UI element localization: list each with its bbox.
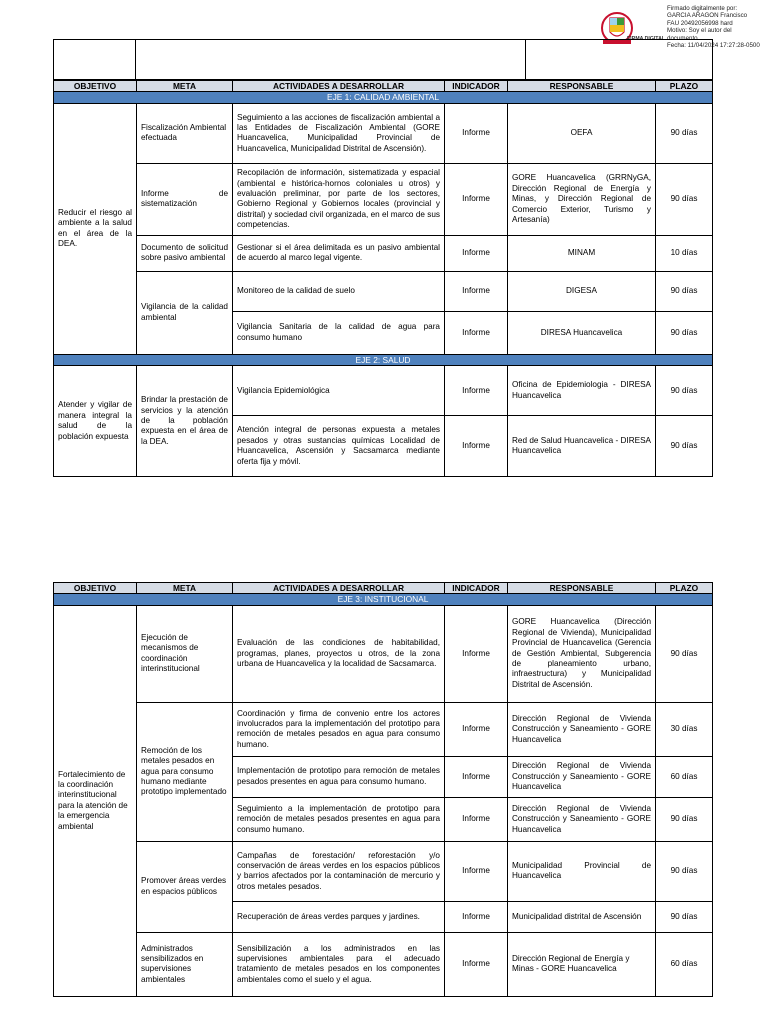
col-header-indicador: INDICADOR — [445, 583, 508, 594]
signature-line: GARCIA ARAGON Francisco — [667, 12, 748, 20]
indicador-cell: Informe — [445, 366, 508, 416]
actividad-cell: Atención integral de personas expuesta a metales pesados y otras sustancias químicas Localidad de Huancavelica, Ascensión y Sacsamarca mediante oferta fija y móvil. — [233, 416, 445, 477]
col-header-meta: META — [137, 81, 233, 92]
table-header-row — [54, 583, 713, 594]
table-row — [54, 235, 713, 271]
responsable-cell: Dirección Regional de Vivienda Construcción y Saneamiento - GORE Huancavelica — [508, 797, 656, 841]
meta-cell: Administrados sensibilizados en supervisiones ambientales — [137, 932, 233, 996]
meta-cell: Vigilancia de la calidad ambiental — [137, 271, 233, 354]
plazo-cell: 90 días — [656, 163, 713, 235]
table-row — [54, 271, 713, 311]
actividad-cell: Seguimiento a las acciones de fiscalización ambiental a las Entidades de Fiscalización Ambiental (GORE Huancavelica, Municipalidad Provincial de Huancavelica, Municipalidad Distrital de Ascensión). — [233, 103, 445, 163]
plazo-cell: 90 días — [656, 797, 713, 841]
header-code-cell — [526, 40, 713, 80]
plazo-cell: 90 días — [656, 416, 713, 477]
eje-2-title: EJE 2: SALUD — [54, 354, 713, 365]
indicador-cell: Informe — [445, 416, 508, 477]
responsable-cell: Municipalidad distrital de Ascensión — [508, 901, 656, 932]
meta-cell: Fiscalización Ambiental efectuada — [137, 103, 233, 163]
indicador-cell: Informe — [445, 235, 508, 271]
indicador-cell: Informe — [445, 103, 508, 163]
meta-cell: Documento de solicitud sobre pasivo ambiental — [137, 235, 233, 271]
col-header-indicador: INDICADOR — [445, 81, 508, 92]
responsable-cell: Dirección Regional de Vivienda Construcción y Saneamiento - GORE Huancavelica — [508, 756, 656, 797]
header-logo-cell — [54, 40, 136, 80]
col-header-responsable: RESPONSABLE — [508, 583, 656, 594]
responsable-cell: GORE Huancavelica (Dirección Regional de Vivienda), Municipalidad Provincial de Huancavelica (Gerencia de Gestión Ambiental, Subgerencia de planeamiento urbano, infraestructura) y Municipalidad Distrital de Ascensión. — [508, 605, 656, 702]
header-title-cell — [136, 40, 526, 80]
plazo-cell: 90 días — [656, 605, 713, 702]
col-header-plazo: PLAZO — [656, 81, 713, 92]
indicador-cell: Informe — [445, 841, 508, 901]
actividad-cell: Evaluación de las condiciones de habitabilidad, programas, planes, proyectos u otros, de la zona urbana de Huancavelica y la localidad de Sacsamarca. — [233, 605, 445, 702]
plazo-cell: 90 días — [656, 103, 713, 163]
actividad-cell: Campañas de forestación/ reforestación y/o conservación de áreas verdes en los espacios públicos y barrios afectados por la contaminación de mercurio y otros metales pesados. — [233, 841, 445, 901]
objetivo-cell: Reducir el riesgo al ambiente a la salud en el área de la DEA. — [54, 103, 137, 354]
col-header-actividades: ACTIVIDADES A DESARROLLAR — [233, 81, 445, 92]
col-header-objetivo: OBJETIVO — [54, 583, 137, 594]
responsable-cell: Municipalidad Provincial de Huancavelica — [508, 841, 656, 901]
action-plan-table-2 — [53, 582, 713, 997]
indicador-cell: Informe — [445, 605, 508, 702]
plazo-cell: 90 días — [656, 366, 713, 416]
plazo-cell: 30 días — [656, 702, 713, 756]
meta-cell: Ejecución de mecanismos de coordinación interinstitucional — [137, 605, 233, 702]
table-row — [54, 841, 713, 901]
plazo-cell: 90 días — [656, 841, 713, 901]
col-header-responsable: RESPONSABLE — [508, 81, 656, 92]
objetivo-cell: Fortalecimiento de la coordinación interinstitucional para la atención de la emergencia ambiental — [54, 605, 137, 996]
meta-cell: Informe de sistematización — [137, 163, 233, 235]
action-plan-table-1 — [53, 80, 713, 477]
table-row — [54, 163, 713, 235]
actividad-cell: Seguimiento a la implementación de prototipo para remoción de metales pesados presentes en agua para consumo humano. — [233, 797, 445, 841]
actividad-cell: Vigilancia Sanitaria de la calidad de agua para consumo humano — [233, 311, 445, 354]
table-header-row — [54, 81, 713, 92]
actividad-cell: Recuperación de áreas verdes parques y jardines. — [233, 901, 445, 932]
stamp-label: FIRMA DIGITAL — [626, 36, 666, 42]
actividad-cell: Recopilación de información, sistematizada y espacial (ambiental e histórica-hornos coloniales u otros) y evaluación preliminar, por parte de los sectores, Gobierno Regional y Gobiernos locales (provincial y distrital) y sociedad civil organizada, en el marco de sus competencias. — [233, 163, 445, 235]
meta-cell: Brindar la prestación de servicios y la atención de la población expuesta en el área de la DEA. — [137, 366, 233, 477]
signature-line: Fecha: 11/04/2024 17:27:28-0500 — [667, 42, 760, 50]
responsable-cell: Oficina de Epidemiologia - DIRESA Huancavelica — [508, 366, 656, 416]
indicador-cell: Informe — [445, 901, 508, 932]
plazo-cell: 60 días — [656, 756, 713, 797]
indicador-cell: Informe — [445, 932, 508, 996]
plazo-cell: 90 días — [656, 311, 713, 354]
indicador-cell: Informe — [445, 797, 508, 841]
actividad-cell: Monitoreo de la calidad de suelo — [233, 271, 445, 311]
indicador-cell: Informe — [445, 163, 508, 235]
signature-line: FAU 20492056998 hard — [667, 19, 733, 27]
col-header-meta: META — [137, 583, 233, 594]
responsable-cell: DIRESA Huancavelica — [508, 311, 656, 354]
signature-line: Motivo: Soy el autor del — [667, 27, 732, 35]
responsable-cell: Dirección Regional de Energía y Minas - GORE Huancavelica — [508, 932, 656, 996]
meta-cell: Promover áreas verdes en espacios públicos — [137, 841, 233, 932]
table-row — [54, 932, 713, 996]
table-row — [54, 366, 713, 416]
plazo-cell: 10 días — [656, 235, 713, 271]
indicador-cell: Informe — [445, 311, 508, 354]
plazo-cell: 90 días — [656, 901, 713, 932]
table-row — [54, 605, 713, 702]
indicador-cell: Informe — [445, 702, 508, 756]
responsable-cell: Red de Salud Huancavelica - DIRESA Huancavelica — [508, 416, 656, 477]
signature-line: Firmado digitalmente por: — [667, 5, 738, 12]
actividad-cell: Sensibilización a los administrados en las supervisiones ambientales para el adecuado tratamiento de metales pesados en los componentes ambientales como el suelo y el agua. — [233, 932, 445, 996]
actividad-cell: Gestionar si el área delimitada es un pasivo ambiental de acuerdo al marco legal vigente. — [233, 235, 445, 271]
responsable-cell: Dirección Regional de Vivienda Construcción y Saneamiento - GORE Huancavelica — [508, 702, 656, 756]
document-header-table — [53, 39, 713, 80]
actividad-cell: Vigilancia Epidemiológica — [233, 366, 445, 416]
plazo-cell: 60 días — [656, 932, 713, 996]
col-header-objetivo: OBJETIVO — [54, 81, 137, 92]
table-row — [54, 702, 713, 756]
col-header-plazo: PLAZO — [656, 583, 713, 594]
responsable-cell: MINAM — [508, 235, 656, 271]
table-row — [54, 103, 713, 163]
plazo-cell: 90 días — [656, 271, 713, 311]
eje-3-title: EJE 3: INSTITUCIONAL — [54, 594, 713, 605]
responsable-cell: GORE Huancavelica (GRRNyGA, Dirección Regional de Energía y Minas, y Dirección Regional de Comercio Exterior, Turismo y Artesanía) — [508, 163, 656, 235]
actividad-cell: Implementación de prototipo para remoción de metales pesados presentes en agua para consumo humano. — [233, 756, 445, 797]
signature-line: documento — [667, 34, 698, 42]
col-header-actividades: ACTIVIDADES A DESARROLLAR — [233, 583, 445, 594]
objetivo-cell: Atender y vigilar de manera integral la salud de la población expuesta — [54, 366, 137, 477]
indicador-cell: Informe — [445, 756, 508, 797]
actividad-cell: Coordinación y firma de convenio entre los actores involucrados para la implementación del prototipo para remoción de metales pesados en agua para consumo humano. — [233, 702, 445, 756]
meta-cell: Remoción de los metales pesados en agua para consumo humano mediante prototipo implementado — [137, 702, 233, 841]
indicador-cell: Informe — [445, 271, 508, 311]
responsable-cell: DIGESA — [508, 271, 656, 311]
eje-1-title: EJE 1: CALIDAD AMBIENTAL — [54, 92, 713, 103]
responsable-cell: OEFA — [508, 103, 656, 163]
